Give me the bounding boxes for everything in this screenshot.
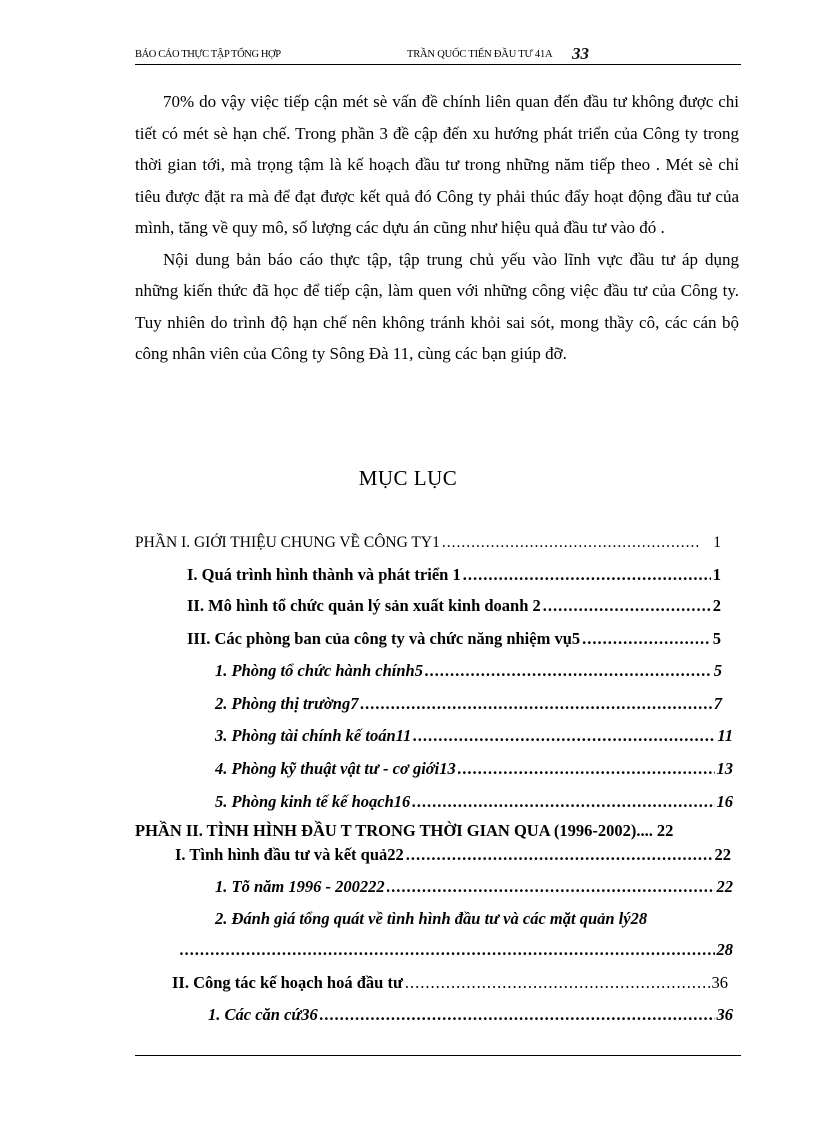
page-number: 33 (572, 44, 589, 63)
toc-entry-page: 5 (713, 661, 722, 680)
toc-entry[interactable] (187, 629, 721, 649)
toc-entry-title: II. Công tác kế hoạch hoá đầu tư (172, 973, 403, 992)
toc-entry-page: 11 (717, 726, 733, 745)
toc-entry[interactable] (215, 877, 733, 897)
body-text (135, 86, 739, 370)
toc-entry-title: 2. Đánh giá tổng quát về tình hình đầu tư và các mặt quản lý28 (215, 909, 648, 928)
toc-entry-page: 22 (716, 877, 733, 896)
header-author: TRẦN QUỐC TIẾN ĐẦU TƯ 41A (407, 49, 553, 60)
toc-entry[interactable] (175, 845, 731, 865)
toc-leader (543, 596, 711, 616)
toc-entry-title: 1. Các căn cứ36 (208, 1005, 318, 1024)
toc-entry-title: III. Các phòng ban của công ty và chức năng nhiệm vụ5 (187, 629, 581, 648)
toc-title: MỤC LỤC (358, 466, 458, 490)
toc-entry-page: 16 (716, 792, 733, 811)
toc-entry[interactable] (135, 821, 731, 841)
toc-leader (320, 1005, 715, 1025)
toc-entry-page: 1 (713, 534, 721, 551)
header-report-title: BÁO CÁO THỰC TẬP TỔNG HỢP (135, 49, 281, 60)
toc-entry[interactable] (208, 1005, 733, 1025)
paragraph: 70% do vậy việc tiếp cận mét sè vấn đề chính liên quan đến đầu tư không được chi tiết có mét sè hạn chế. Trong phần 3 đề cập đến xu hướng phát triển của Công ty trong thời gian tới, mà trọng tậm là kế hoạch đầu tư trong những năm tiếp theo . Mét sè chỉ tiêu được đặt ra mà để đạt được kết quả đó Công ty phải thúc đẩy hoạt động đầu tư của mình, tăng về quy mô, số lượng các dựu án cũng như hiệu quả đầu tư vào đó . (135, 92, 739, 237)
toc-entry-page: 22 (656, 821, 674, 840)
toc-entry-title: 1. Phòng tổ chức hành chính5 (215, 661, 423, 680)
toc-entry-page: 36 (711, 973, 728, 992)
toc-entry-continuation[interactable] (178, 940, 733, 960)
toc-entry-page: 5 (712, 629, 721, 648)
toc-entry-title: 5. Phòng kinh tế kế hoạch16 (215, 792, 411, 811)
toc-leader (406, 845, 713, 865)
toc-entry-title: II. Mô hình tổ chức quản lý sản xuất kinh doanh 2 (187, 596, 541, 615)
toc-entry-page: 28 (716, 940, 733, 959)
toc-entry[interactable] (187, 596, 721, 616)
toc-entry-page: 36 (716, 1005, 733, 1024)
toc-leader (387, 877, 715, 897)
toc-entry-title: 1. Tõ năm 1996 - 200222 (215, 877, 385, 896)
footer-divider (135, 1055, 741, 1056)
toc-entry-page: 2 (712, 596, 721, 615)
toc-entry-title: I. Tình hình đầu tư và kết quả22 (175, 845, 404, 864)
toc-entry[interactable] (135, 534, 721, 552)
toc-leader (360, 694, 711, 714)
toc-entry[interactable] (215, 661, 722, 681)
toc-entry-title: 3. Phòng tài chính kế toán11 (215, 726, 412, 745)
toc-entry-page: 22 (714, 845, 731, 864)
toc-entry-title: 4. Phòng kỹ thuật vật tư - cơ giới13 (215, 759, 456, 778)
toc-leader (412, 792, 714, 812)
toc-entry-page: 7 (713, 694, 722, 713)
toc-leader (582, 629, 711, 649)
toc-entry-title: PHẦN I. GIỚI THIỆU CHUNG VỀ CÔNG TY1 (135, 534, 440, 551)
paragraph: Nội dung bản báo cáo thực tập, tập trung chủ yếu vào lĩnh vực đầu tư áp dụng những kiến thức đã học để tiếp cận, làm quen với những công việc đầu tư của Công ty. Tuy nhiên do trình độ hạn chế nên không tránh khỏi sai sót, mong thầy cô, các cán bộ công nhân viên của Công ty Sông Đà 11, cùng các bạn giúp đỡ. (135, 249, 739, 363)
page-header (135, 46, 741, 65)
toc-entry[interactable] (215, 909, 741, 929)
toc-leader (463, 565, 711, 585)
toc-entry-page: 1 (712, 565, 721, 584)
toc-entry-title: PHẦN II. TÌNH HÌNH ĐẦU T TRONG THỜI GIAN QUA (1996-2002).... (135, 821, 653, 840)
toc-entry[interactable] (215, 726, 733, 746)
toc-leader (442, 534, 699, 552)
toc-entry[interactable] (215, 792, 733, 812)
toc-entry[interactable] (187, 565, 721, 585)
toc-leader (405, 973, 710, 993)
toc-entry-title: 2. Phòng thị trường7 (215, 694, 359, 713)
toc-entry-title: I. Quá trình hình thành và phát triển 1 (187, 565, 461, 584)
toc-entry[interactable] (172, 973, 728, 993)
toc-entry[interactable] (215, 694, 722, 714)
toc-leader (413, 726, 715, 746)
toc-leader (425, 661, 712, 681)
toc-leader (458, 759, 715, 779)
toc-entry-page: 13 (716, 759, 733, 778)
toc-leader (180, 940, 715, 960)
toc-entry[interactable] (215, 759, 733, 779)
